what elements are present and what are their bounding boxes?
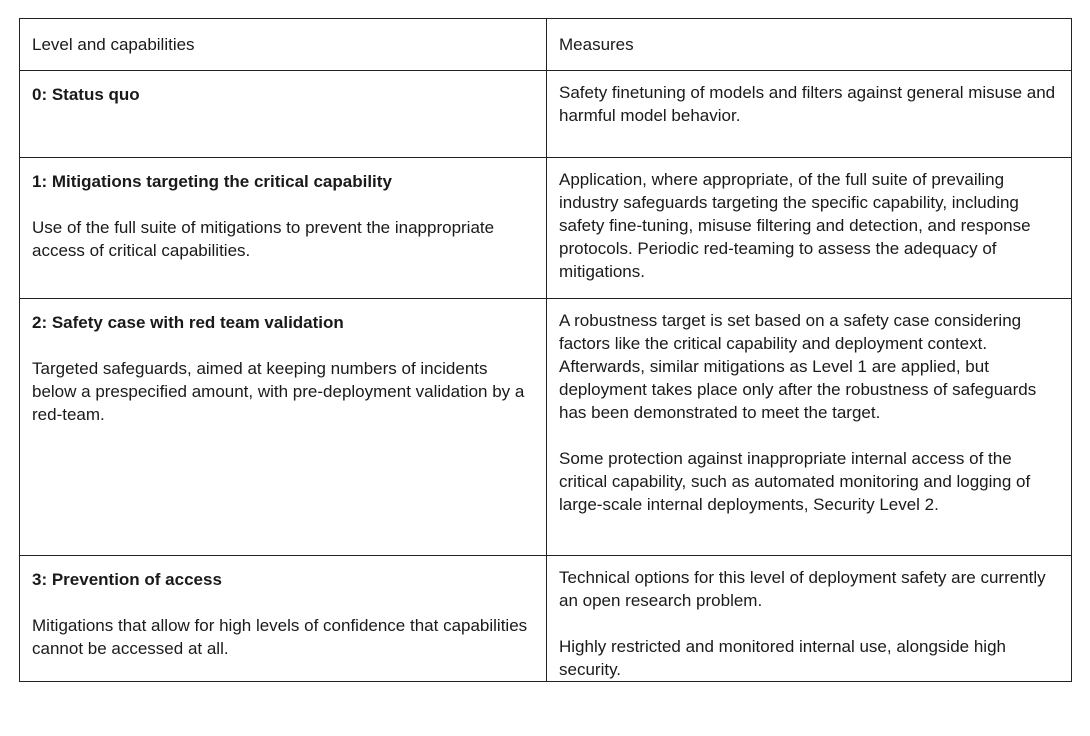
table-row-level-3 [20, 556, 1072, 682]
header-measures: Measures [547, 19, 1072, 71]
table-row-level-0 [20, 71, 1072, 158]
level-description: Targeted safeguards, aimed at keeping numbers of incidents below a prespecified amount, with pre-deployment validation by a red-team. [32, 359, 525, 424]
measures-cell [547, 158, 1072, 299]
measures-text: A robustness target is set based on a safety case considering factors like the critical capability and deployment context. Afterwards, similar mitigations as Level 1 are applied, but deployment takes place only after the robustness of safeguards has been demonstrated to meet the target. [559, 311, 1037, 422]
table-row-level-1 [20, 158, 1072, 299]
level-cell [20, 299, 547, 556]
level-title: 1: Mitigations targeting the critical capability [32, 172, 392, 191]
measures-text: Safety finetuning of models and filters against general misuse and harmful model behavior. [559, 83, 1056, 125]
level-cell [20, 71, 547, 158]
measures-cell [547, 299, 1072, 556]
level-title: 0: Status quo [32, 85, 140, 104]
level-cell [20, 556, 547, 682]
mitigation-levels-table [19, 18, 1072, 682]
level-description: Use of the full suite of mitigations to prevent the inappropriate access of critical capabilities. [32, 218, 495, 260]
measures-text: Technical options for this level of deployment safety are currently an open research problem. [559, 568, 1046, 610]
level-title: 2: Safety case with red team validation [32, 313, 344, 332]
table-header-row [20, 19, 1072, 71]
table-row-level-2 [20, 299, 1072, 556]
level-description: Mitigations that allow for high levels of confidence that capabilities cannot be accessed at all. [32, 616, 528, 658]
header-level-and-capabilities: Level and capabilities [20, 19, 547, 71]
level-title: 3: Prevention of access [32, 570, 222, 589]
measures-cell [547, 556, 1072, 682]
measures-cell [547, 71, 1072, 158]
measures-text: Highly restricted and monitored internal use, alongside high security. [559, 637, 1006, 679]
measures-text: Some protection against inappropriate internal access of the critical capability, such as automated monitoring and logging of large-scale internal deployments, Security Level 2. [559, 449, 1031, 514]
level-cell [20, 158, 547, 299]
measures-text: Application, where appropriate, of the full suite of prevailing industry safeguards targeting the specific capability, including safety fine-tuning, misuse filtering and detection, and response protocols. Periodic red-teaming to assess the adequacy of mitigations. [559, 170, 1031, 281]
